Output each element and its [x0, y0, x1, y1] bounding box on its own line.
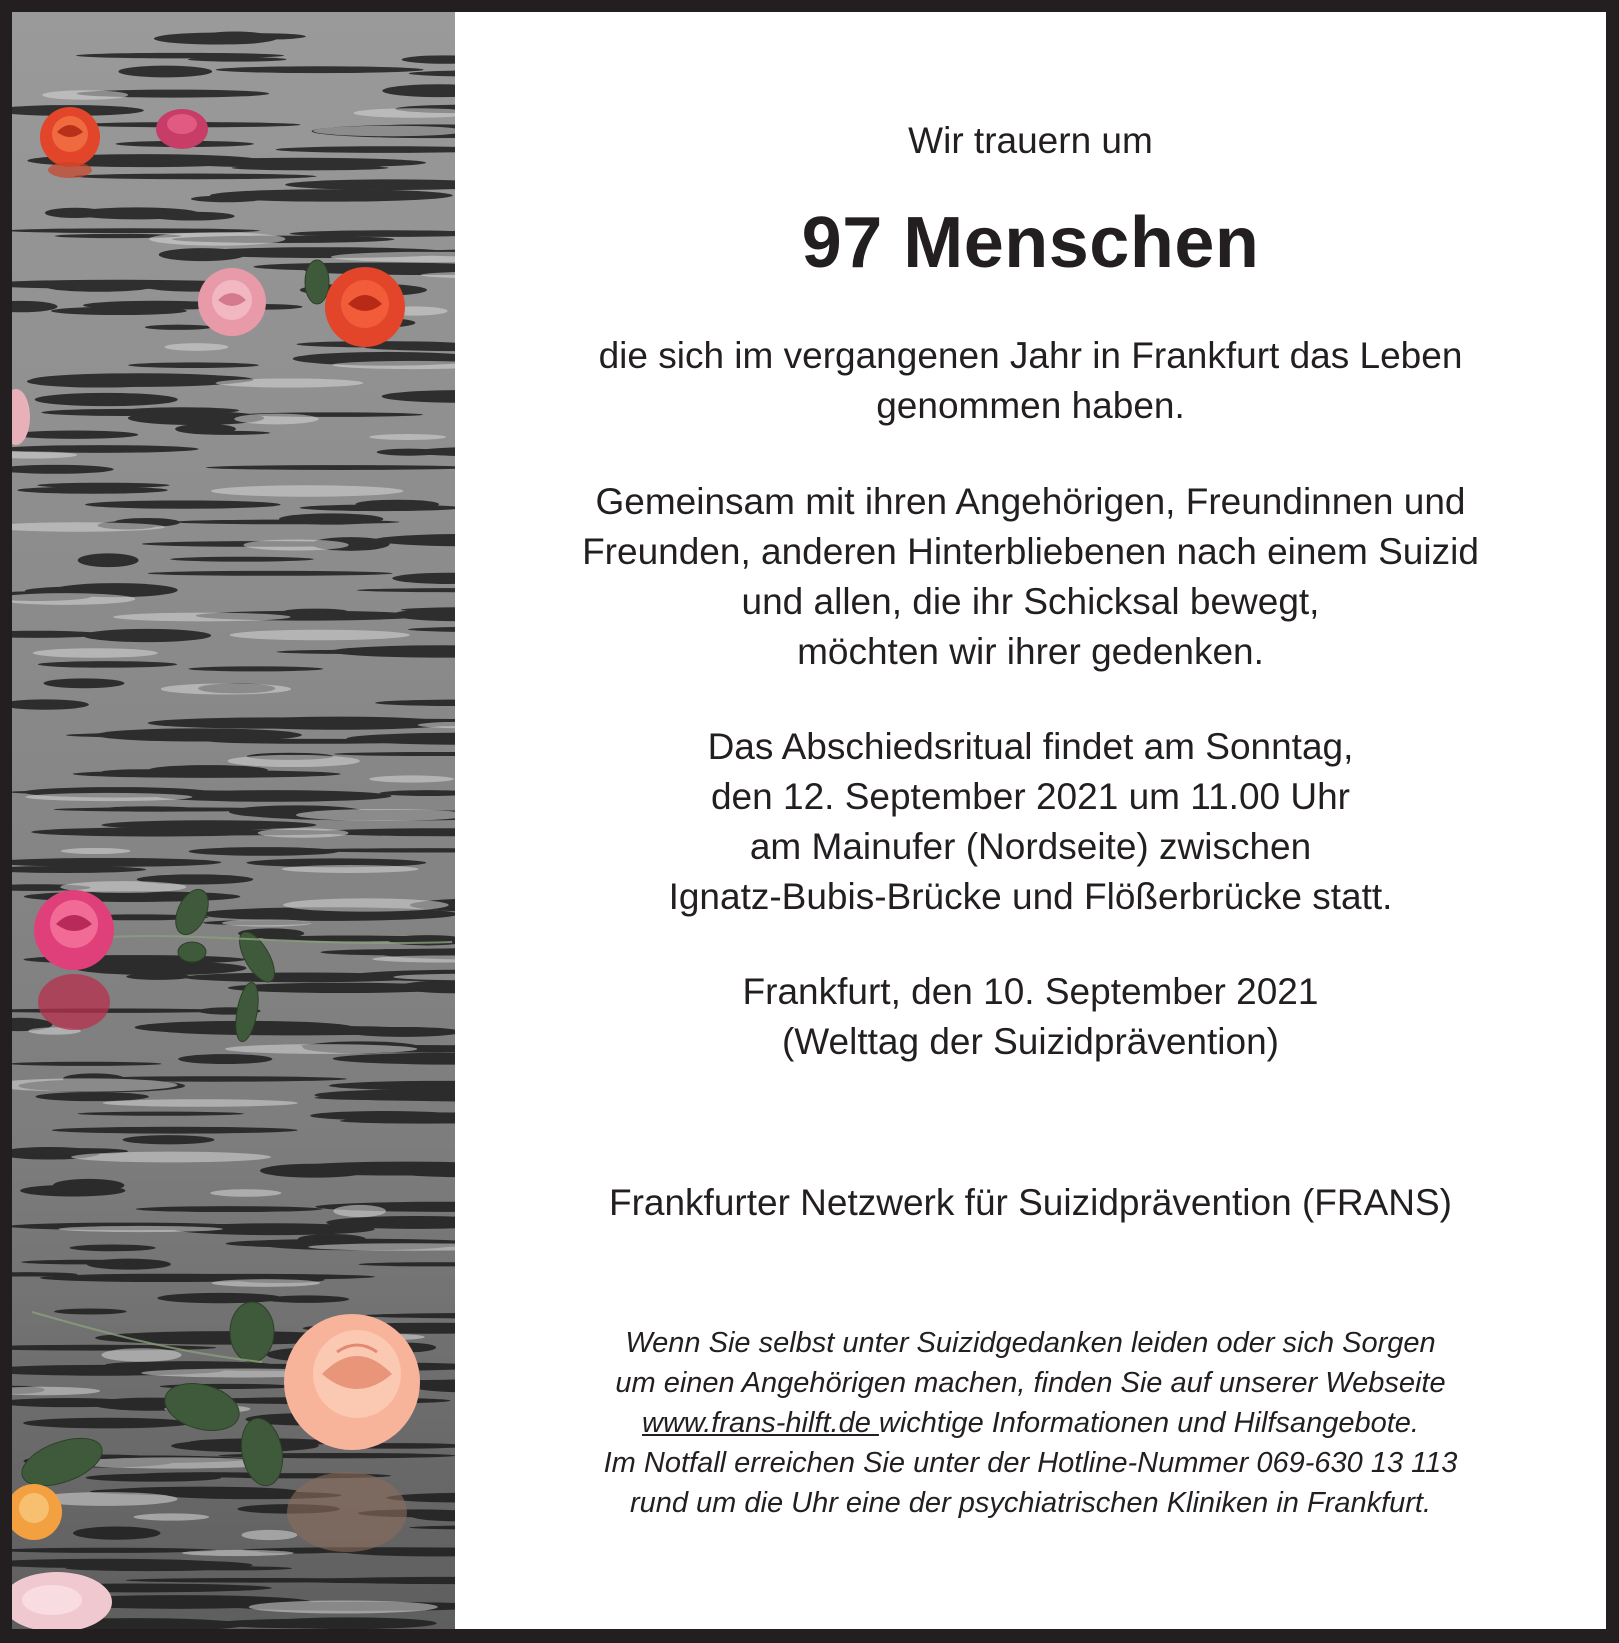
water-ripple	[155, 790, 391, 802]
water-highlight	[222, 919, 312, 926]
water-highlight	[33, 648, 158, 658]
water-highlight	[101, 1348, 181, 1361]
water-highlight	[283, 898, 449, 911]
water-highlight	[113, 613, 291, 622]
water-highlight	[71, 1152, 271, 1163]
water-highlight	[242, 1530, 298, 1540]
place-date-line: Frankfurt, den 10. September 2021	[742, 971, 1319, 1012]
water-highlight	[234, 414, 318, 425]
water-ripple	[181, 1566, 292, 1570]
water-ripple	[86, 1474, 222, 1482]
hotline-line: Im Notfall erreichen Sie unter der Hotline-Nummer 069-630 13 113	[603, 1447, 1458, 1479]
water-ripple	[209, 739, 418, 744]
paragraph-line: den 12. September 2021 um 11.00 Uhr	[710, 776, 1350, 817]
water-highlight	[61, 848, 131, 854]
obituary-notice	[12, 12, 1606, 1629]
paragraph-line: genommen haben.	[876, 385, 1185, 426]
water-highlight	[182, 1550, 294, 1556]
water-ripple	[175, 424, 236, 434]
water-ripple	[35, 393, 178, 406]
water-ripple	[264, 1295, 349, 1302]
help-note-line: rund um die Uhr eine der psychiatrischen Kliniken in Frankfurt.	[629, 1487, 1432, 1519]
paragraph-line: die sich im vergangenen Jahr in Frankfurt das Leben	[598, 335, 1463, 376]
water-highlight	[230, 630, 410, 640]
water-ripple	[170, 557, 314, 562]
water-highlight	[42, 90, 128, 100]
paragraph-line: Gemeinsam mit ihren Angehörigen, Freundinnen und	[595, 481, 1466, 522]
water-ripple	[54, 1308, 127, 1314]
paragraph-line: und allen, die ihr Schicksal bewegt,	[741, 581, 1320, 622]
organization-name: Frankfurter Netzwerk für Suizidprävention (FRANS)	[608, 1182, 1453, 1223]
water-ripple	[74, 961, 246, 975]
water-ripple	[52, 1127, 298, 1134]
water-ripple	[46, 662, 139, 668]
water-ripple	[85, 500, 280, 508]
water-ripple	[73, 770, 341, 778]
water-ripple	[12, 431, 138, 439]
water-highlight	[59, 1226, 223, 1232]
water-highlight	[211, 1279, 320, 1287]
water-highlight	[282, 865, 419, 873]
water-highlight	[216, 378, 364, 387]
water-highlight	[134, 1513, 210, 1520]
paragraph-line: am Mainufer (Nordseite) zwischen	[749, 826, 1312, 867]
help-note-line: um einen Angehörigen machen, finden Sie auf unserer Webseite	[615, 1367, 1446, 1399]
water-ripple	[44, 678, 125, 688]
water-ripple	[17, 487, 168, 494]
water-ripple	[21, 1260, 147, 1265]
water-ripple	[66, 733, 302, 738]
notice-text-column	[455, 12, 1606, 1629]
water-ripple	[12, 1062, 162, 1066]
water-ripple	[101, 806, 195, 811]
help-note-line: Wenn Sie selbst unter Suizidgedanken leiden oder sich Sorgen	[625, 1327, 1436, 1359]
water-ripple	[188, 666, 323, 671]
water-ripple	[161, 1026, 430, 1036]
roses-on-water-photo	[12, 12, 455, 1629]
water-ripple	[154, 33, 277, 45]
website-link[interactable]: www.frans-hilft.de	[642, 1407, 879, 1439]
water-ripple	[78, 553, 139, 567]
water-ripple	[35, 1092, 148, 1101]
water-ripple	[118, 66, 212, 78]
water-ripple	[188, 57, 287, 62]
water-ripple	[173, 520, 400, 525]
water-ripple	[74, 174, 317, 180]
water-highlight	[243, 539, 348, 550]
paragraph-line: Das Abschiedsritual findet am Sonntag,	[707, 726, 1354, 767]
water-highlight	[25, 793, 192, 801]
paragraph-line: Ignatz-Bubis-Brücke und Flößerbrücke statt.	[668, 876, 1393, 917]
water-ripple	[136, 1206, 323, 1212]
water-ripple	[148, 571, 393, 576]
water-ripple	[128, 362, 259, 368]
water-ripple	[151, 212, 235, 221]
water-ripple	[83, 629, 212, 642]
water-highlight	[149, 232, 285, 245]
intro-text: Wir trauern um	[908, 120, 1153, 161]
water-ripple	[27, 375, 173, 387]
water-highlight	[249, 1601, 438, 1614]
water-ripple	[145, 325, 212, 330]
water-ripple	[78, 1112, 244, 1116]
water-ripple	[45, 208, 105, 218]
water-ripple	[261, 1617, 437, 1629]
water-highlight	[103, 1099, 298, 1107]
water-ripple	[73, 1526, 160, 1539]
water-highlight	[210, 1189, 281, 1196]
water-highlight	[161, 683, 291, 694]
water-ripple	[23, 1418, 191, 1429]
water-ripple	[12, 228, 260, 233]
headline: 97 Menschen	[801, 203, 1260, 283]
water-highlight	[227, 755, 359, 767]
water-ripple	[157, 1293, 282, 1303]
water-highlight	[211, 485, 404, 496]
occasion-line: (Welttag der Suizidprävention)	[781, 1021, 1279, 1062]
water-highlight	[165, 343, 229, 351]
help-note-line	[455, 1403, 1606, 1443]
water-highlight	[333, 1205, 386, 1217]
water-highlight	[225, 1044, 417, 1054]
water-highlight	[369, 434, 446, 440]
water-ripple	[70, 1245, 156, 1252]
water-ripple	[191, 195, 262, 202]
water-ripple	[20, 1185, 125, 1197]
water-ripple	[123, 1135, 215, 1144]
water-ripple	[148, 717, 400, 728]
water-ripple	[101, 820, 316, 829]
paragraph-line: möchten wir ihrer gedenken.	[797, 631, 1264, 672]
water-ripple	[178, 1054, 272, 1064]
water-ripple	[356, 500, 440, 509]
water-ripple	[216, 66, 424, 73]
paragraph-line: Freunden, anderen Hinterbliebenen nach einem Suizid	[582, 531, 1479, 572]
water-highlight	[369, 775, 454, 782]
water-ripple	[41, 409, 207, 416]
water-highlight	[258, 828, 349, 838]
help-note-text: wichtige Informationen und Hilfsangebote.	[878, 1407, 1419, 1439]
